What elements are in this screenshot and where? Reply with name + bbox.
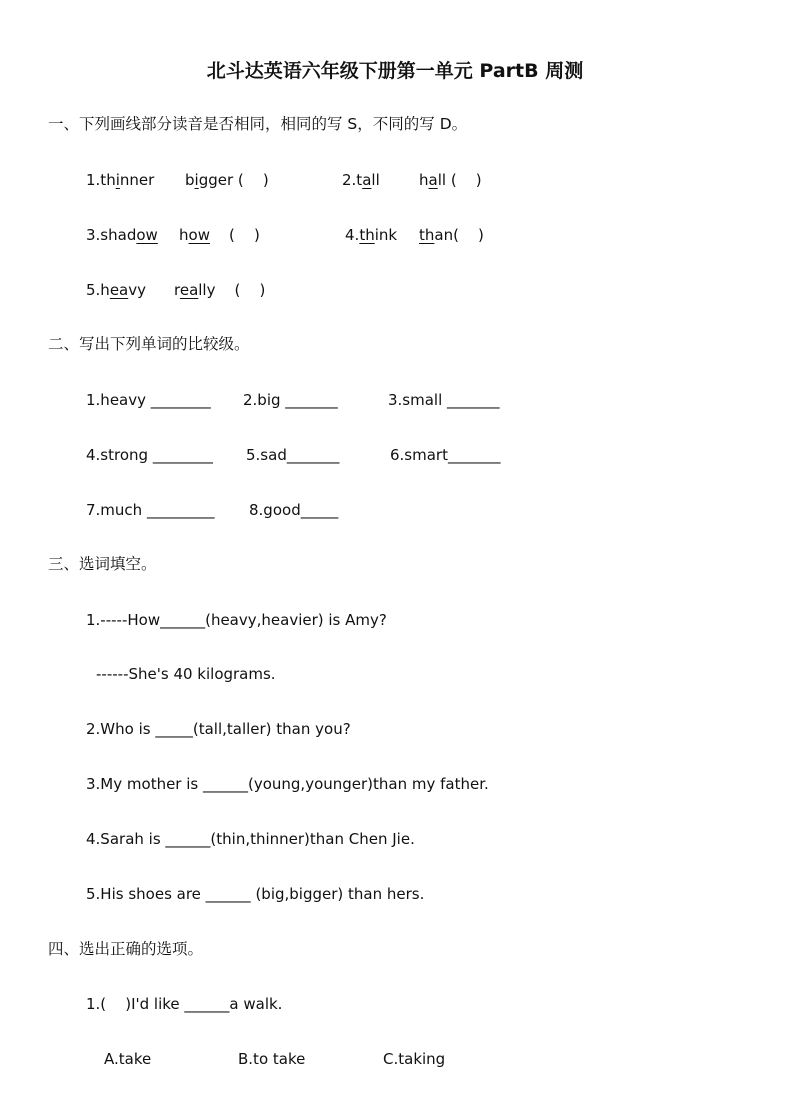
p1-q1-word-b: bigger ( ) [185,171,269,189]
p3-question-5: 5.His shoes are ______ (big,bigger) than hers. [86,885,425,903]
p3-question-2: 2.Who is _____(tall,taller) than you? [86,720,351,738]
p3-question-1: 1.-----How______(heavy,heavier) is Amy? [86,611,387,629]
p4-question-1: 1.( )I'd like ______a walk. [86,995,283,1013]
p2-word-3: 3.small _______ [388,391,500,409]
p1-q3-word-b: how ( ) [179,226,260,244]
p1-q4-word-a: 4.think [345,226,398,244]
p2-word-6: 6.smart_______ [390,446,501,464]
p1-q1-word-a: 1.thinner [86,171,155,189]
p2-word-8: 8.good_____ [249,501,339,519]
p1-q3-word-a: 3.shadow [86,226,158,244]
p1-q5-word-b: really ( ) [174,281,266,299]
page-title: 北斗达英语六年级下册第一单元 PartB 周测 [206,60,584,82]
p4-option-b: B.to take [238,1050,306,1068]
p2-word-4: 4.strong ________ [86,446,213,464]
p2-word-5: 5.sad_______ [246,446,340,464]
p3-question-1-answer: ------She's 40 kilograms. [96,665,276,683]
p4-option-c: C.taking [383,1050,446,1068]
p1-q2-word-a: 2.tall [342,171,380,189]
p1-q4-word-b: than( ) [419,226,484,244]
p2-word-7: 7.much _________ [86,501,215,519]
p1-q2-word-b: hall ( ) [419,171,482,189]
p1-q5-word-a: 5.heavy [86,281,147,299]
p2-word-2: 2.big _______ [243,391,338,409]
p3-question-4: 4.Sarah is ______(thin,thinner)than Chen Jie. [86,830,415,848]
section-2-heading: 二、写出下列单词的比较级。 [48,335,250,353]
section-3-heading: 三、选词填空。 [48,555,157,573]
p4-option-a: A.take [104,1050,152,1068]
section-1-heading: 一、下列画线部分读音是否相同，相同的写 S，不同的写 D。 [48,115,468,133]
p3-question-3: 3.My mother is ______(young,younger)than my father. [86,775,489,793]
p2-word-1: 1.heavy ________ [86,391,211,409]
section-4-heading: 四、选出正确的选项。 [48,940,204,958]
